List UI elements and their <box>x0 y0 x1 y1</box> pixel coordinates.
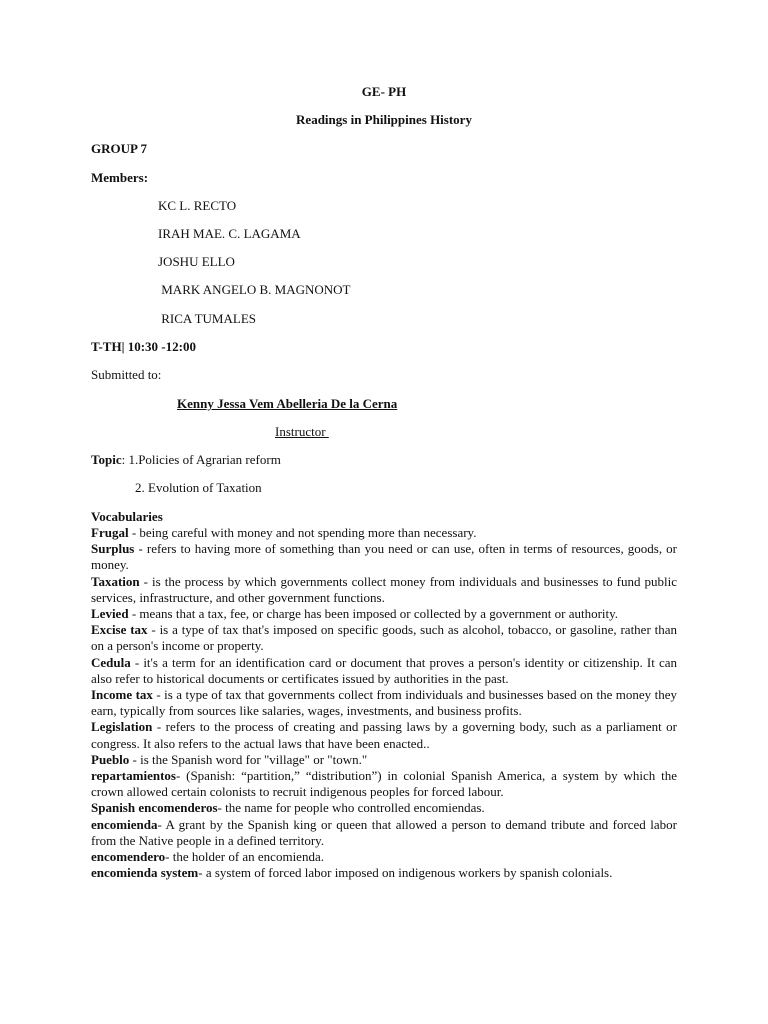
vocab-entry-taxation <box>91 574 677 606</box>
submitted-to-label: Submitted to: <box>91 367 162 382</box>
vocab-entry-spanish-encomenderos <box>91 800 677 816</box>
vocab-entry-cedula <box>91 655 677 687</box>
member-name: MARK ANGELO B. MAGNONOT <box>158 282 351 297</box>
vocab-term: Excise tax <box>91 622 148 638</box>
vocab-definition: - is the Spanish word for "village" or "town." <box>129 751 368 767</box>
instructor-role: Instructor <box>275 424 329 439</box>
vocab-definition: - is a type of tax that governments collect from individuals and businesses based on the money they earn, typically from sources like salaries, wages, investments, and business profits. <box>91 687 677 719</box>
vocab-entry-levied <box>91 606 677 622</box>
vocab-definition: - (Spanish: “partition,” “distribution”) in colonial Spanish America, a system by which the crown allowed certain colonists to recruit indigenous peoples for forced labour. <box>91 768 677 800</box>
vocab-definition: - a system of forced labor imposed on indigenous workers by spanish colonials. <box>198 865 613 881</box>
vocab-term: encomienda system <box>91 865 199 881</box>
topic-item-1: : 1.Policies of Agrarian reform <box>121 452 281 467</box>
vocab-entry-repartamientos <box>91 768 677 800</box>
vocab-entry-income-tax <box>91 687 677 719</box>
vocab-definition: - is the process by which governments collect money from individuals and businesses to fund public services, infrastructure, and other government functions. <box>91 573 677 605</box>
members-label: Members: <box>91 170 149 185</box>
vocab-definition: - refers to having more of something than you need or can use, often in terms of resources, goods, or money. <box>91 541 677 573</box>
vocab-definition: - A grant by the Spanish king or queen that allowed a person to demand tribute and forced labor from the Native people in a defined territory. <box>91 816 677 848</box>
member-name: KC L. RECTO <box>158 198 237 213</box>
vocab-entry-legislation <box>91 719 677 751</box>
vocab-term: Surplus <box>91 541 135 557</box>
vocab-definition: - being careful with money and not spending more than necessary. <box>128 525 477 540</box>
vocab-term: repartamientos <box>91 768 176 784</box>
course-code: GE- PH <box>361 84 407 99</box>
vocab-entry-excise-tax <box>91 622 677 654</box>
member-name: JOSHU ELLO <box>158 254 235 269</box>
vocab-definition: - is a type of tax that's imposed on specific goods, such as alcohol, tobacco, or gasoline, rather than on a person's income or property. <box>91 622 677 654</box>
group-label: GROUP 7 <box>91 141 147 156</box>
schedule: T-TH| 10:30 -12:00 <box>91 339 196 354</box>
vocab-definition: - refers to the process of creating and passing laws by a governing body, such as a parliament or congress. It also refers to the actual laws that have been enacted.. <box>91 719 677 751</box>
vocab-term: Cedula <box>91 654 131 670</box>
vocabulary-heading: Vocabularies <box>91 509 163 524</box>
vocab-term: encomendero <box>91 849 166 865</box>
vocab-definition: - it's a term for an identification card or document that proves a person's identity or citizenship. It can also refer to historical documents or certificates issued by authorities in the past. <box>91 654 677 686</box>
vocab-term: encomienda <box>91 816 158 832</box>
vocab-definition: - the holder of an encomienda. <box>165 849 324 865</box>
topic-line <box>91 452 281 468</box>
topic-item-2: 2. Evolution of Taxation <box>135 480 262 495</box>
topic-label: Topic <box>91 452 122 467</box>
vocab-entry-pueblo <box>91 752 677 768</box>
vocab-definition: - means that a tax, fee, or charge has been imposed or collected by a government or authority. <box>128 606 619 622</box>
vocab-definition: - the name for people who controlled encomiendas. <box>217 800 485 816</box>
instructor-name: Kenny Jessa Vem Abelleria De la Cerna <box>177 396 398 411</box>
vocab-term: Legislation <box>91 719 153 735</box>
vocab-entry-frugal <box>91 525 677 541</box>
vocab-term: Taxation <box>91 573 140 589</box>
vocab-entry-surplus <box>91 541 677 573</box>
vocab-term: Levied <box>91 606 129 622</box>
vocab-entry-encomienda <box>91 817 677 849</box>
vocab-entry-encomendero <box>91 849 677 865</box>
vocabulary-section <box>91 509 677 881</box>
course-title: Readings in Philippines History <box>296 112 472 127</box>
vocab-term: Pueblo <box>91 751 130 767</box>
vocab-term: Spanish encomenderos <box>91 800 218 816</box>
vocab-term: Income tax <box>91 687 153 703</box>
member-name: RICA TUMALES <box>158 311 256 326</box>
vocab-entry-encomienda-system <box>91 865 677 881</box>
member-name: IRAH MAE. C. LAGAMA <box>158 226 301 241</box>
vocab-term: Frugal <box>91 525 129 540</box>
